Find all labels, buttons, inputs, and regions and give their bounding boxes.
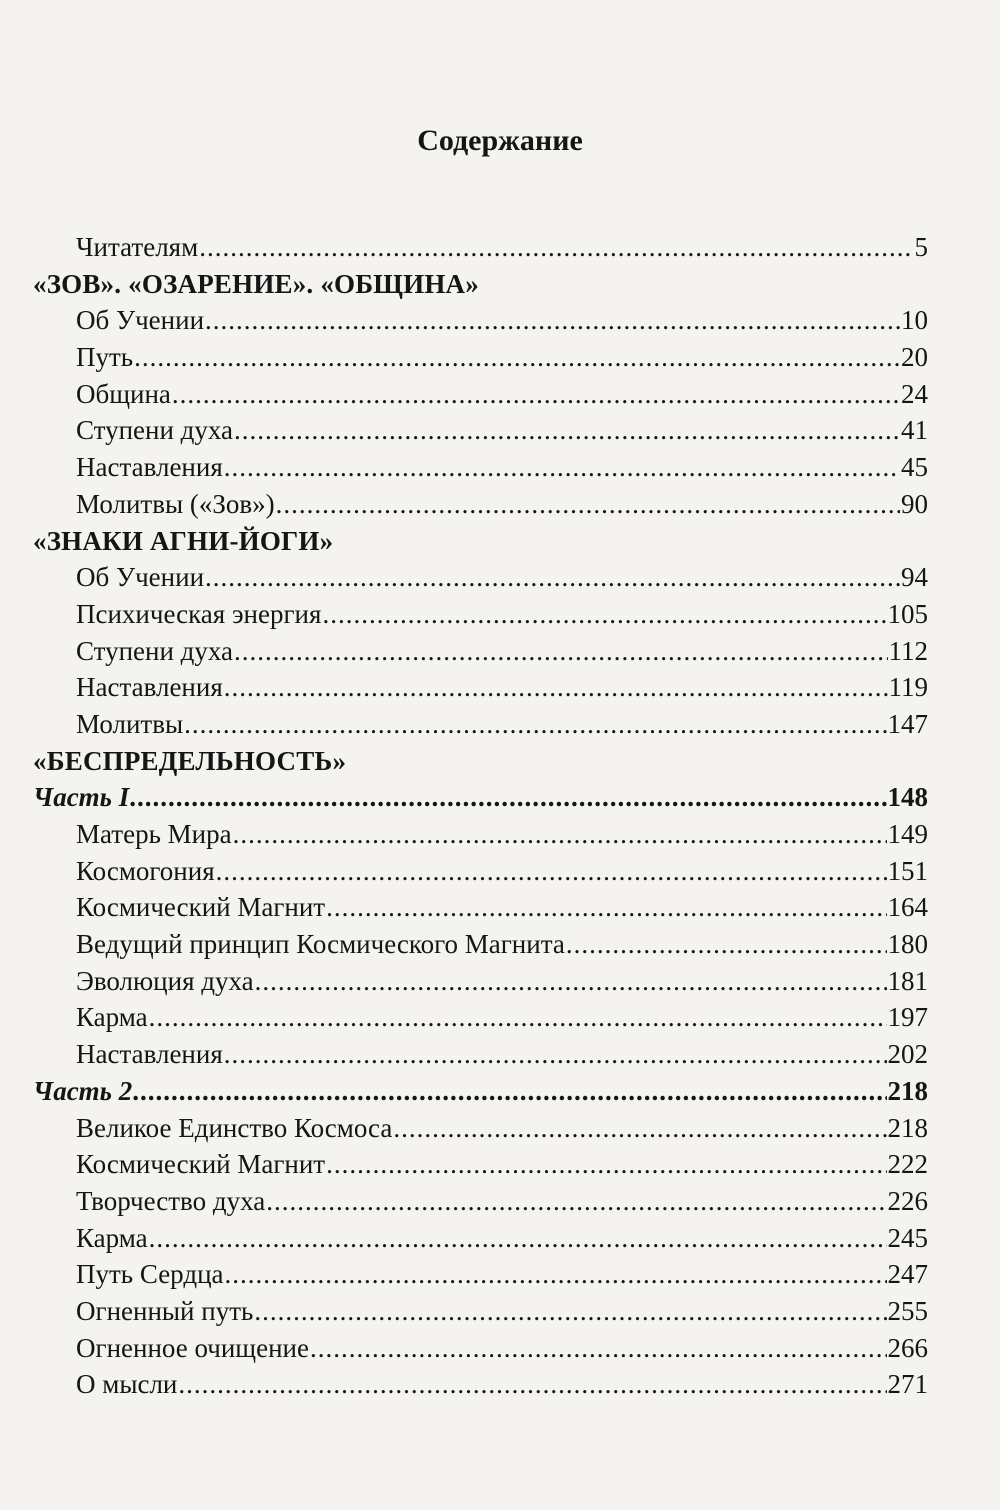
entry-page: 5 [914,232,928,262]
toc-entry [0,486,1000,523]
dot-leader [310,1330,887,1367]
dot-leader [178,1366,886,1403]
entry-label: Матерь Мира [76,819,232,849]
dot-leader [130,779,886,816]
dot-leader [149,999,887,1036]
toc-entry [0,853,1000,890]
dot-leader [255,963,887,1000]
entry-label: Община [76,378,171,409]
toc-entry [0,633,1000,670]
entry-page: 90 [901,488,928,519]
entry-label: Великое Единство Космоса [76,1112,393,1143]
toc-entry [0,889,1000,926]
entry-page: 94 [901,562,928,593]
toc-entry [0,596,1000,633]
entry-label: Об Учении [76,562,205,593]
dot-leader [225,1256,887,1293]
toc-entry [0,412,1000,449]
entry-page: 164 [887,892,928,923]
toc-entry [0,1256,1000,1293]
toc-entry [0,1183,1000,1220]
dot-leader [172,376,900,413]
toc-part-entry [0,779,1000,816]
part-page: 218 [887,1075,928,1106]
dot-leader [276,486,900,523]
entry-label: Молитвы [76,708,184,739]
entry-page: 10 [901,305,928,336]
entry-label: Психическая энергия [76,598,322,629]
entry-label: Космический Магнит [76,892,326,923]
part-label: Часть I [33,782,130,813]
entry-label: Карма [76,1002,148,1033]
section-label: «ЗОВ». «ОЗАРЕНИЕ». «ОБЩИНА» [33,268,479,299]
toc-entry [0,339,1000,376]
dot-leader [205,559,900,596]
dot-leader [326,1146,886,1183]
entry-page: 181 [887,965,928,996]
dot-leader [224,449,900,486]
dot-leader [234,633,887,670]
entry-page: 149 [887,819,928,849]
toc-section-heading [0,743,1000,780]
toc-entry [0,1366,1000,1403]
entry-label: Карма [76,1222,148,1253]
entry-page: 151 [887,855,928,886]
dot-leader [134,339,900,376]
dot-leader [322,596,886,633]
entry-page: 24 [901,378,928,409]
entry-page: 105 [887,598,928,629]
entry-page: 112 [888,635,928,666]
entry-label: Ступени духа [76,415,234,446]
dot-leader [234,412,900,449]
toc-section-heading [0,523,1000,560]
section-label: «ЗНАКИ АГНИ-ЙОГИ» [33,525,334,556]
toc-entry [0,1110,1000,1147]
entry-page: 271 [887,1369,928,1400]
dot-leader [216,853,887,890]
toc-entry [0,229,1000,266]
dot-leader [199,229,913,266]
dot-leader [393,1110,886,1147]
toc-entry [0,1330,1000,1367]
entry-label: Наставления [76,672,223,703]
entry-label: Космогония [76,855,215,886]
toc-entry [0,999,1000,1036]
entry-label: Космический Магнит [76,1149,326,1180]
entry-label: Ведущий принцип Космического Магнита [76,929,565,960]
entry-page: 218 [887,1112,928,1143]
entry-label: О мысли [76,1369,178,1400]
entry-label: Эволюция духа [76,965,254,996]
page-title: Содержание [417,124,583,157]
dot-leader [205,302,900,339]
dot-leader [149,1220,887,1257]
entry-label: Наставления [76,452,223,483]
part-label: Часть 2 [33,1075,133,1106]
toc-entry [0,926,1000,963]
entry-page: 222 [887,1149,928,1180]
dot-leader [224,1036,887,1073]
entry-label: Наставления [76,1039,223,1070]
toc-entry [0,816,1000,853]
entry-page: 245 [887,1222,928,1253]
toc-entry [0,1220,1000,1257]
dot-leader [224,669,888,706]
toc-entry [0,302,1000,339]
entry-page: 266 [887,1332,928,1363]
part-page: 148 [887,782,928,813]
entry-label: Огненный путь [76,1295,254,1326]
entry-page: 226 [887,1185,928,1216]
entry-page: 147 [887,708,928,739]
toc-entry [0,1146,1000,1183]
toc-section-heading [0,266,1000,303]
entry-label: Путь Сердца [76,1259,224,1290]
toc-entry [0,669,1000,706]
toc-entry [0,706,1000,743]
entry-page: 255 [887,1295,928,1326]
dot-leader [326,889,886,926]
toc-entry [0,1293,1000,1330]
entry-label: Путь [76,342,134,373]
entry-label: Об Учении [76,305,205,336]
entry-page: 119 [888,672,928,703]
toc-entry [0,963,1000,1000]
toc-entry [0,1036,1000,1073]
dot-leader [233,816,887,853]
toc-part-entry [0,1073,1000,1110]
entry-label: Читателям [76,232,199,262]
entry-label: Огненное очищение [76,1332,309,1363]
toc-entry [0,376,1000,413]
toc-entry [0,449,1000,486]
dot-leader [566,926,887,963]
entry-page: 247 [887,1259,928,1290]
toc-entry [0,559,1000,596]
entry-page: 20 [901,342,928,373]
entry-page: 202 [887,1039,928,1070]
dot-leader [266,1183,886,1220]
dot-leader [254,1293,886,1330]
entry-page: 180 [887,929,928,960]
entry-label: Творчество духа [76,1185,266,1216]
entry-page: 41 [901,415,928,446]
dot-leader [133,1073,886,1110]
entry-page: 197 [887,1002,928,1033]
entry-label: Ступени духа [76,635,234,666]
entry-label: Молитвы («Зов») [76,488,275,519]
dot-leader [184,706,886,743]
section-label: «БЕСПРЕДЕЛЬНОСТЬ» [33,745,347,776]
entry-page: 45 [901,452,928,483]
table-of-contents [0,229,1000,1403]
